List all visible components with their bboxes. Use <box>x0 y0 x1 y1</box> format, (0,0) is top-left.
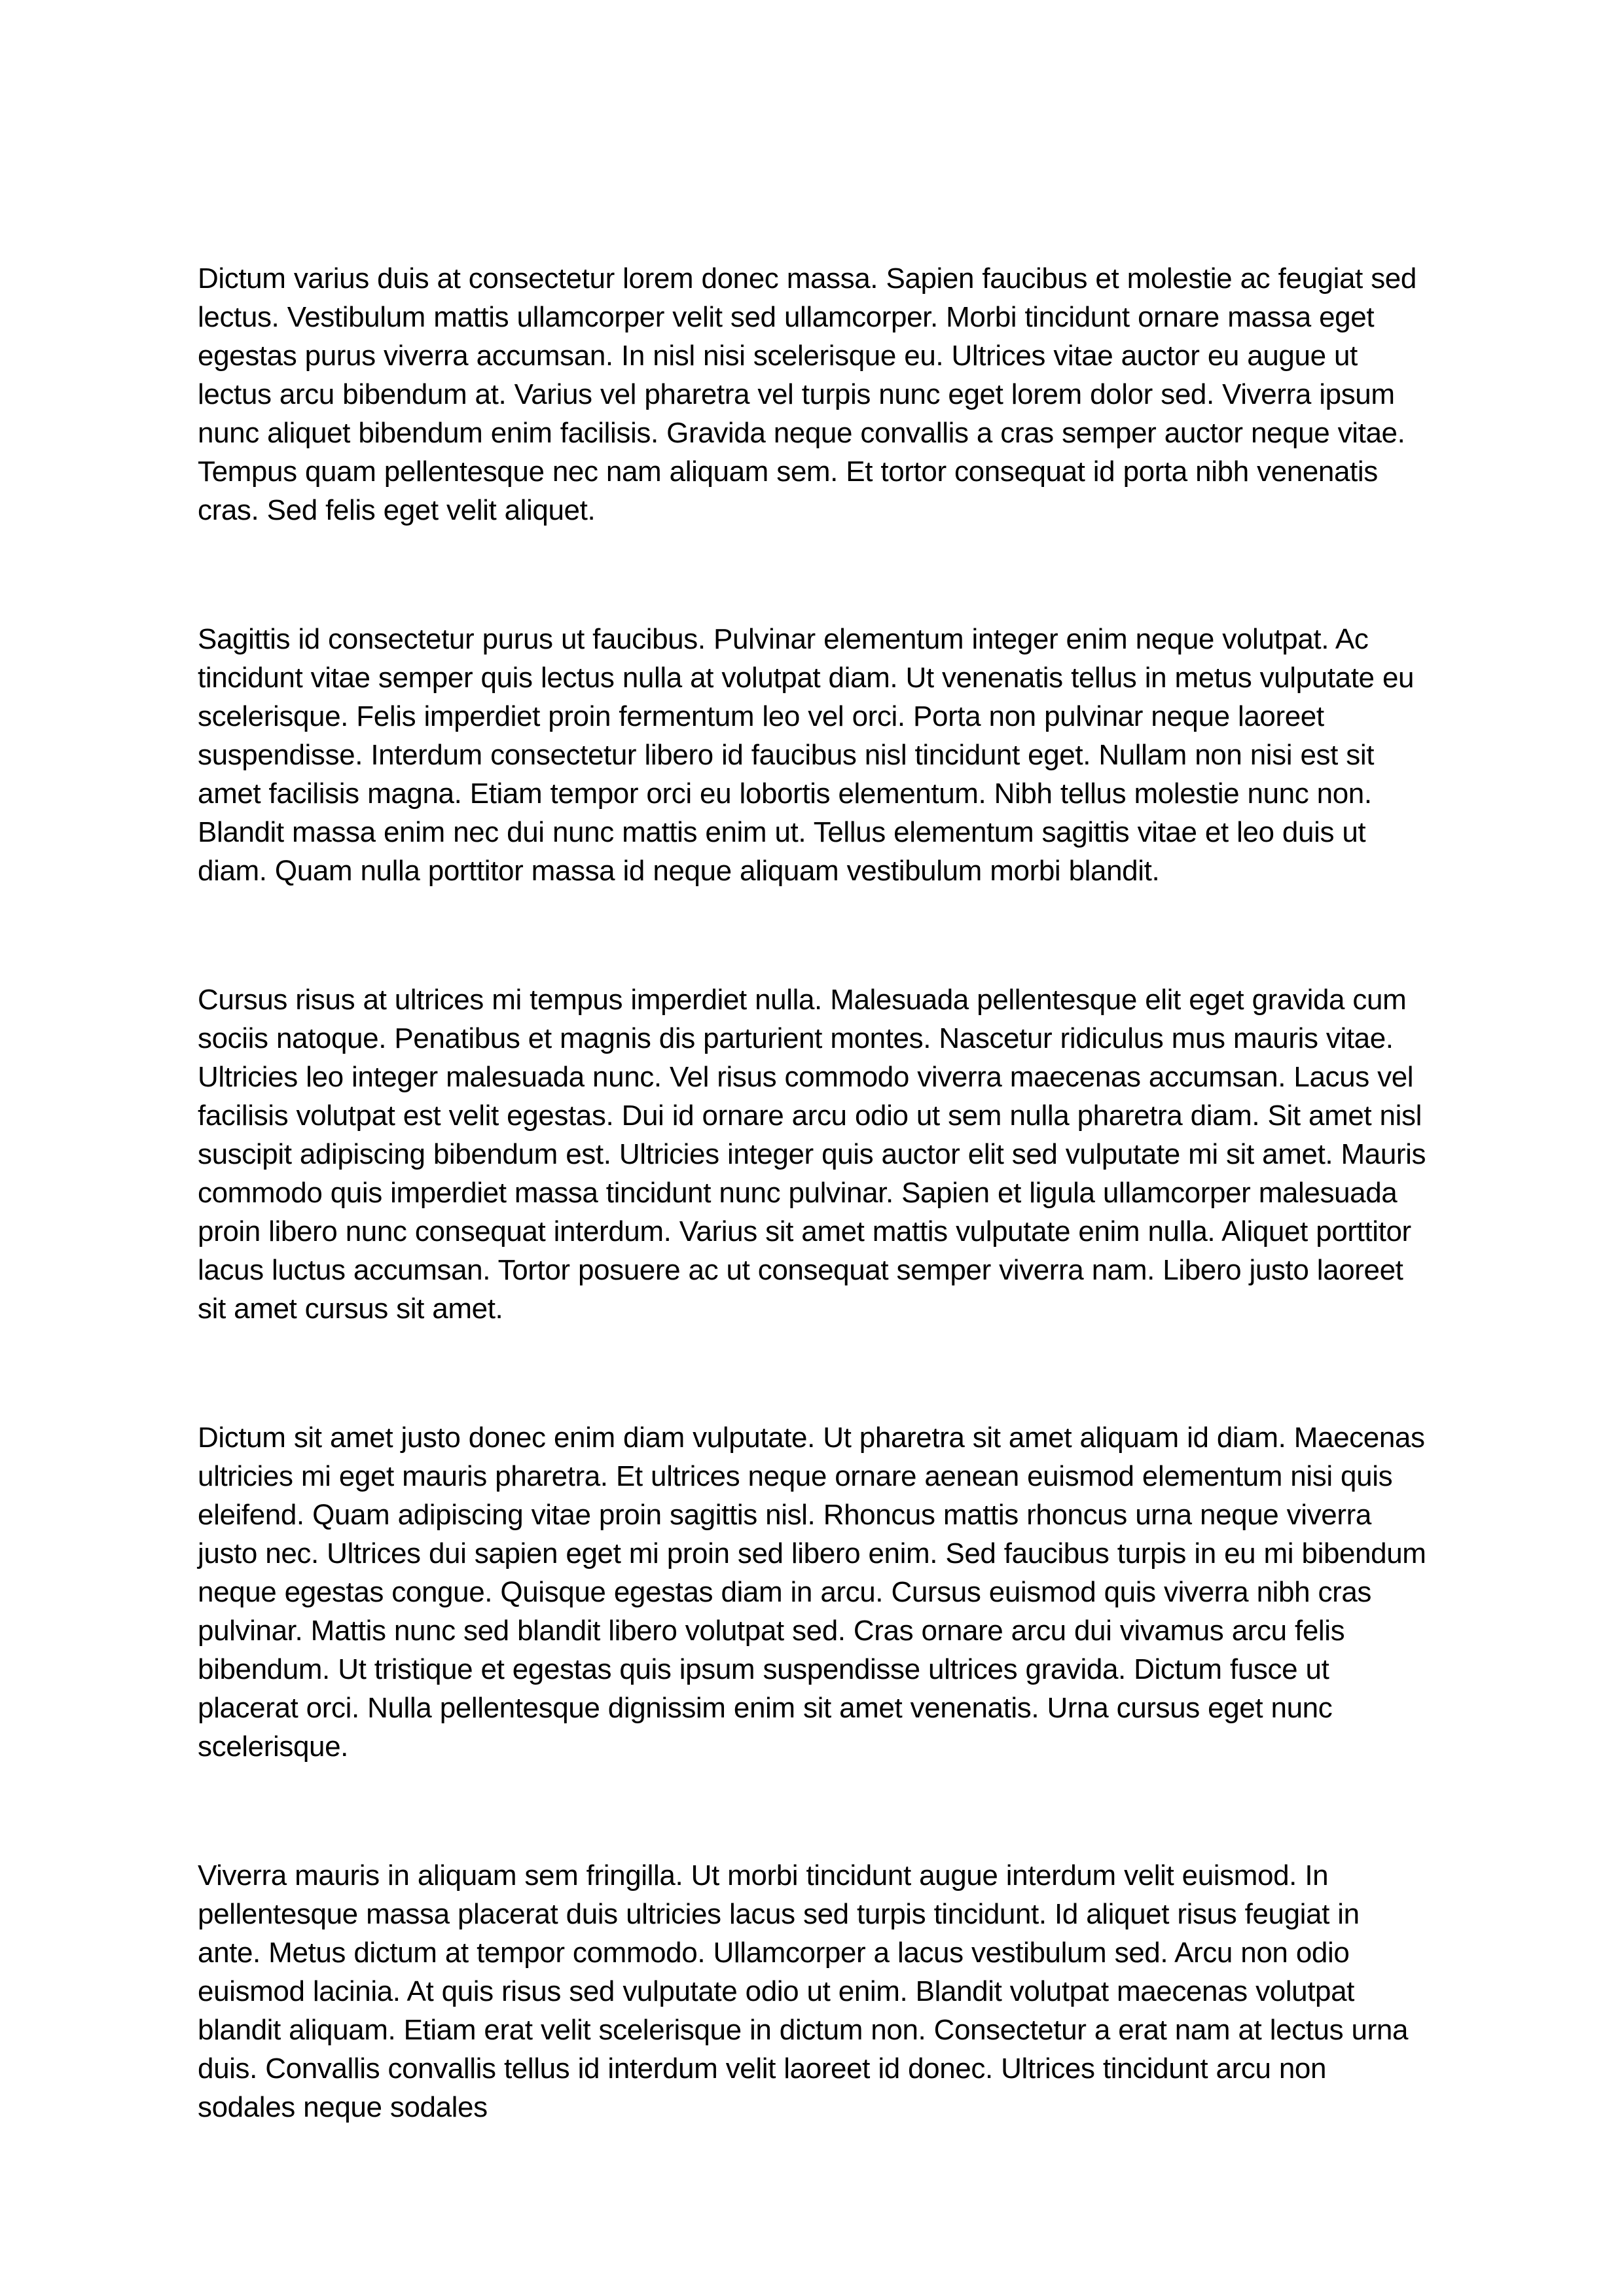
paragraph-2: Sagittis id consectetur purus ut faucibus. Pulvinar elementum integer enim neque volutpat. Ac tincidunt vitae semper quis lectus nulla at volutpat diam. Ut venenatis tellus in metus vulputate eu scelerisque. Felis imperdiet proin fermentum leo vel orci. Porta non pulvinar neque laoreet suspendisse. Interdum consectetur libero id faucibus nisl tincidunt eget. Nullam non nisi est sit amet facilisis magna. Etiam tempor orci eu lobortis elementum. Nibh tellus molestie nunc non. Blandit massa enim nec dui nunc mattis enim ut. Tellus elementum sagittis vitae et leo duis ut diam. Quam nulla porttitor massa id neque aliquam vestibulum morbi blandit. <box>198 623 1415 887</box>
paragraph-1: Dictum varius duis at consectetur lorem donec massa. Sapien faucibus et molestie ac feugiat sed lectus. Vestibulum mattis ullamcorper velit sed ullamcorper. Morbi tincidunt ornare massa eget egestas purus viverra accumsan. In nisl nisi scelerisque eu. Ultrices vitae auctor eu augue ut lectus arcu bibendum at. Varius vel pharetra vel turpis nunc eget lorem dolor sed. Viverra ipsum nunc aliquet bibendum enim facilisis. Gravida neque convallis a cras semper auctor neque vitae. Tempus quam pellentesque nec nam aliquam sem. Et tortor consequat id porta nibh venenatis cras. Sed felis eget velit aliquet. <box>198 262 1416 526</box>
paragraph-4: Dictum sit amet justo donec enim diam vulputate. Ut pharetra sit amet aliquam id diam. Maecenas ultricies mi eget mauris pharetra. Et ultrices neque ornare aenean euismod elementum nisi quis eleifend. Quam adipiscing vitae proin sagittis nisl. Rhoncus mattis rhoncus urna neque viverra justo nec. Ultrices dui sapien eget mi proin sed libero enim. Sed faucibus turpis in eu mi bibendum neque egestas congue. Quisque egestas diam in arcu. Cursus euismod quis viverra nibh cras pulvinar. Mattis nunc sed blandit libero volutpat sed. Cras ornare arcu dui vivamus arcu felis bibendum. Ut tristique et egestas quis ipsum suspendisse ultrices gravida. Dictum fusce ut placerat orci. Nulla pellentesque dignissim enim sit amet venenatis. Urna cursus eget nunc scelerisque. <box>198 1422 1426 1763</box>
paragraph-3: Cursus risus at ultrices mi tempus imperdiet nulla. Malesuada pellentesque elit eget gravida cum sociis natoque. Penatibus et magnis dis parturient montes. Nascetur ridiculus mus mauris vitae. Ultricies leo integer malesuada nunc. Vel risus commodo viverra maecenas accumsan. Lacus vel facilisis volutpat est velit egestas. Dui id ornare arcu odio ut sem nulla pharetra diam. Sit amet nisl suscipit adipiscing bibendum est. Ultricies integer quis auctor elit sed vulputate mi sit amet. Mauris commodo quis imperdiet massa tincidunt nunc pulvinar. Sapien et ligula ullamcorper malesuada proin libero nunc consequat interdum. Varius sit amet mattis vulputate enim nulla. Aliquet porttitor lacus luctus accumsan. Tortor posuere ac ut consequat semper viverra nam. Libero justo laoreet sit amet cursus sit amet. <box>198 984 1426 1325</box>
paragraph-5: Viverra mauris in aliquam sem fringilla. Ut morbi tincidunt augue interdum velit euismod. In pellentesque massa placerat duis ultricies lacus sed turpis tincidunt. Id aliquet risus feugiat in ante. Metus dictum at tempor commodo. Ullamcorper a lacus vestibulum sed. Arcu non odio euismod lacinia. At quis risus sed vulputate odio ut enim. Blandit volutpat maecenas volutpat blandit aliquam. Etiam erat velit scelerisque in dictum non. Consectetur a erat nam at lectus urna duis. Convallis convallis tellus id interdum velit laoreet id donec. Ultrices tincidunt arcu non sodales neque sodales <box>198 1859 1409 2123</box>
